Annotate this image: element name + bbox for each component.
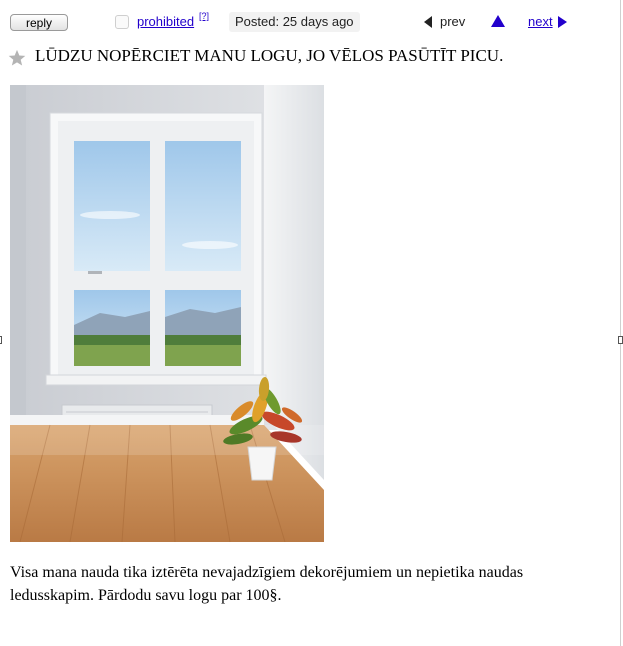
flag-checkbox[interactable] <box>115 15 129 29</box>
posted-date: Posted: 25 days ago <box>229 12 360 32</box>
page-edge <box>620 0 621 646</box>
reply-button[interactable]: reply <box>10 14 68 31</box>
flag-help-link[interactable]: [?] <box>199 11 210 21</box>
posting-image[interactable] <box>10 85 324 542</box>
resize-handle-right <box>618 336 623 344</box>
triangle-up-icon[interactable] <box>491 15 505 27</box>
triangle-right-icon <box>558 16 567 28</box>
prev-label: prev <box>440 14 466 29</box>
triangle-left-icon <box>424 16 432 28</box>
star-icon[interactable] <box>8 49 26 67</box>
window-room-illustration <box>10 85 324 542</box>
prev-button[interactable] <box>424 12 465 32</box>
posting-title: LŪDZU NOPĒRCIET MANU LOGU, JO VĒLOS PASŪTĪT PICU. <box>35 46 504 65</box>
posting-body: Visa mana nauda tika iztērēta nevajadzīgiem dekorējumiem un nepietika naudas ledusskapim. Pārdodu savu logu par 100§. <box>10 564 524 604</box>
flag-prohibited-link[interactable]: prohibited <box>137 14 195 29</box>
resize-handle-left <box>0 336 2 344</box>
next-button[interactable] <box>528 12 567 32</box>
next-label: next <box>528 14 553 29</box>
